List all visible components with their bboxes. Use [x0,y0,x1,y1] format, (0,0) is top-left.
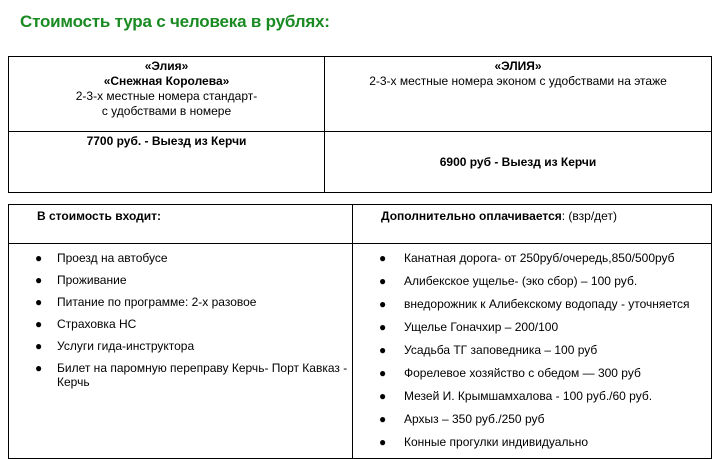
elia-economy-cell [325,57,712,132]
extra-header-rest: : (взр/дет) [561,209,617,223]
list-item: ● Алибекское ущелье- (эко сбор) – 100 руб. [379,274,638,288]
list-item: ● Ущелье Гоначхир – 200/100 [379,320,559,334]
bullet-icon: ● [379,435,387,449]
list-item: ● Питание по программе: 2-х разовое [35,295,257,309]
bullet-icon: ● [379,366,387,380]
room-desc-line1: 2-3-х местные номера стандарт- [75,89,258,103]
extra-header-bold: Дополнительно оплачивается [381,209,562,223]
list-item: ● Конные прогулки индивидуально [379,435,589,449]
bullet-icon: ● [379,320,387,334]
hotel-name-snow-queen: «Снежная Королева» [103,74,230,88]
bullet-icon: ● [35,251,43,265]
list-item: ● Мезей И. Крымшамхалова - 100 руб./60 руб. [379,389,653,403]
included-list-cell [9,244,353,459]
list-item: ● Проживание [35,273,127,287]
list-item: ● Страховка НС [35,317,137,331]
bullet-icon: ● [35,361,43,375]
bullet-icon: ● [379,251,387,265]
page-title: Стоимость тура с человека в рублях: [20,12,330,31]
price-standard: 7700 руб. - Выезд из Керчи [9,132,325,193]
room-desc-line2: с удобствами в номере [101,104,232,118]
extra-list [353,244,711,449]
price-economy: 6900 руб - Выезд из Керчи [325,132,712,193]
list-item: ● Проезд на автобусе [35,251,168,265]
bullet-icon: ● [379,343,387,357]
extra-header [353,205,712,244]
elia-snow-queen-cell [9,57,325,132]
list-item: ● внедорожник к Алибекскому водопаду - уточняется [379,297,690,311]
bullet-icon: ● [35,339,43,353]
bullet-icon: ● [35,273,43,287]
list-item: ● Канатная дорога- от 250руб/очередь,850/500руб [379,251,675,265]
bullet-icon: ● [379,389,387,403]
details-table [8,204,712,459]
tour-price-table [8,56,712,193]
bullet-icon: ● [379,412,387,426]
bullet-icon: ● [35,295,43,309]
hotel-name-elia-caps: «ЭЛИЯ» [494,59,542,73]
list-item: ● Услуги гида-инструктора [35,339,195,353]
bullet-icon: ● [35,317,43,331]
bullet-icon: ● [379,274,387,288]
bullet-icon: ● [379,297,387,311]
list-item: ● Усадьба ТГ заповедника – 100 руб [379,343,598,357]
list-item: ● Архыз – 350 руб./250 руб [379,412,545,426]
hotel-name-elia: «Элия» [144,59,189,73]
room-desc-economy: 2-3-х местные номера эконом с удобствами на этаже [369,74,667,88]
included-header: В стоимость входит: [9,205,353,244]
extra-list-cell [353,244,712,459]
list-item: ● Билет на паромную переправу Керчь- Порт Кавказ - Керчь [35,361,348,389]
included-list [9,244,352,389]
list-item: ● Форелевое хозяйство с обедом — 300 руб [379,366,641,380]
